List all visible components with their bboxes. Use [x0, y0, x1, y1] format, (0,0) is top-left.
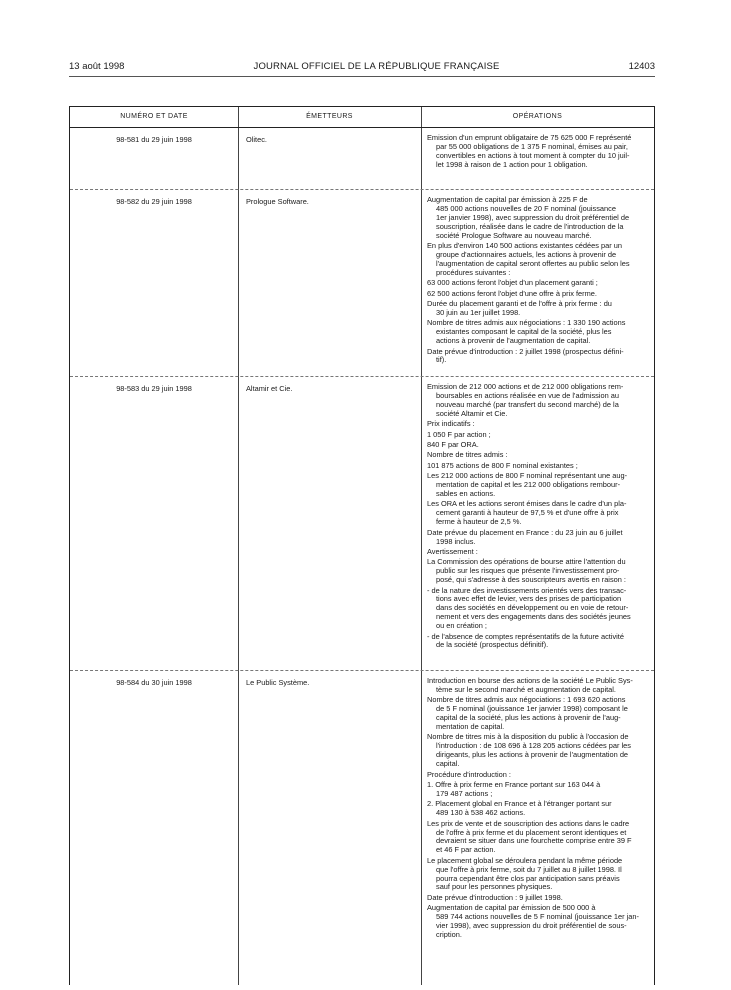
operation-paragraph: La Commission des opérations de bourse attire l'attention du public sur les risques que présente l'investissement pro- posé, qui s'adresse à des souscripteurs avertis en raison : — [427, 557, 626, 585]
column-header-issuers: ÉMETTEURS — [306, 113, 353, 120]
row-number-date: 98-584 du 30 juin 1998 — [116, 678, 192, 687]
operation-paragraph: Procédure d'introduction : — [427, 769, 511, 779]
row-operations — [427, 677, 649, 941]
operation-paragraph: Emission d'un emprunt obligataire de 75 625 000 F représenté par 55 000 obligations de 1 375 F nominal, émises au pair, convertibles en actions à tout moment à compter du 10 juil- let 1998 à raison de 1 action pour 1 obligation. — [427, 133, 632, 169]
operation-paragraph: Les 212 000 actions de 800 F nominal représentant une aug- mentation de capital et les 212 000 obligations rembour- sables en actions. — [427, 471, 628, 498]
row-number-date: 98-583 du 29 juin 1998 — [116, 384, 192, 393]
row-operations — [427, 383, 649, 652]
table-row — [70, 670, 654, 986]
operation-paragraph: Avertissement : — [427, 546, 478, 556]
operation-paragraph: 1 050 F par action ; — [427, 429, 491, 439]
row-number-date: 98-581 du 29 juin 1998 — [116, 135, 192, 144]
operation-paragraph: Nombre de titres admis aux négociations : 1 693 620 actions de 5 F nominal (jouissance 1er janvier 1998) composant le capital de la société, plus les actions à provenir de l'aug- mentation de capital. — [427, 695, 628, 732]
operation-paragraph: Prix indicatifs : — [427, 419, 475, 429]
operation-paragraph: Emission de 212 000 actions et de 212 000 obligations rem- boursables en actions réalisée en vue de l'admission au nouveau marché (par transfert du second marché) de la société Altamir et Cie. — [427, 382, 624, 418]
row-issuer: Altamir et Cie. — [246, 384, 293, 393]
table-row — [70, 376, 654, 671]
table-row — [70, 189, 654, 377]
page-header — [69, 59, 655, 73]
operation-paragraph: Date prévue d'introduction : 2 juillet 1998 (prospectus défini- tif). — [427, 346, 624, 365]
row-issuer: Le Public Système. — [246, 678, 310, 687]
operation-paragraph: Nombre de titres admis : — [427, 450, 508, 460]
operation-paragraph: Durée du placement garanti et de l'offre à prix ferme : du 30 juin au 1er juillet 1998. — [427, 298, 612, 317]
journal-title: JOURNAL OFFICIEL DE LA RÉPUBLIQUE FRANÇAISE — [253, 60, 500, 72]
operation-paragraph: Date prévue du placement en France : du 23 juin au 6 juillet 1998 inclus. — [427, 527, 623, 546]
operation-paragraph: 840 F par ORA. — [427, 439, 479, 449]
operation-paragraph: 62 500 actions feront l'objet d'une offre à prix ferme. — [427, 288, 597, 298]
operation-paragraph: Date prévue d'introduction : 9 juillet 1998. — [427, 892, 563, 902]
column-header-operations: OPÉRATIONS — [512, 113, 563, 120]
row-issuer: Prologue Software. — [246, 197, 309, 206]
operation-paragraph: - de la nature des investissements orientés vers des transac- tions avec effet de levier, vers des prises de participation dans des sociétés en développement ou en voie de retour- nement et vers des engagements dans des sociétés jeunes ou en création ; — [427, 585, 631, 631]
row-operations — [427, 134, 649, 171]
operation-paragraph: - de l'absence de comptes représentatifs de la future activité de la société (prospectus définitif). — [427, 631, 624, 650]
operation-paragraph: Augmentation de capital par émission à 225 F de 485 000 actions nouvelles de 20 F nominal (jouissance 1er janvier 1998), avec suppression du droit préférentiel de souscription, réalisée dans le cadre de l'introduction de la société Prologue Software au nouveau marché. — [427, 195, 630, 240]
operation-paragraph: 63 000 actions feront l'objet d'un placement garanti ; — [427, 278, 598, 288]
operation-paragraph: 101 875 actions de 800 F nominal existantes ; — [427, 460, 578, 470]
operation-paragraph: 1. Offre à prix ferme en France portant sur 163 044 à 179 487 actions ; — [427, 779, 601, 798]
operation-paragraph: Le placement global se déroulera pendant la même période que l'offre à prix ferme, soit du 7 juillet au 8 juillet 1998. Il pourra cependant être clos par anticipation sans préavis sauf pour les personnes physiques. — [427, 855, 623, 892]
operation-paragraph: Les ORA et les actions seront émises dans le cadre d'un pla- cement garanti à hauteur de 97,5 % et d'une offre à prix ferme à hauteur de 2,5 %. — [427, 499, 627, 527]
operation-paragraph: Nombre de titres mis à la disposition du public à l'occasion de l'introduction : de 108 696 à 128 205 actions cédées par les dirigeants, plus les actions à provenir de l'augmentation de capital. — [427, 732, 631, 769]
operation-paragraph: Augmentation de capital par émission de 500 000 à 589 744 actions nouvelles de 5 F nominal (jouissance 1er jan- vier 1998), avec suppression du droit préférentiel de sous- cription. — [427, 903, 639, 939]
row-operations — [427, 196, 649, 367]
column-header-number-date: NUMÉRO ET DATE — [120, 113, 188, 120]
operation-paragraph: En plus d'environ 140 500 actions existantes cédées par un groupe d'actionnaires actuels, les actions à provenir de l'augmentation de capital seront offertes au public selon les procédures suivantes : — [427, 241, 630, 277]
operations-table — [69, 106, 655, 985]
operation-paragraph: Introduction en bourse des actions de la société Le Public Sys- tème sur le second marché et augmentation de capital. — [427, 676, 633, 694]
operation-paragraph: Les prix de vente et de souscription des actions dans le cadre de l'offre à prix ferme et du placement seront identiques et devraient se situer dans une fourchette comprise entre 39 F et 46 F par action. — [427, 818, 632, 855]
row-number-date: 98-582 du 29 juin 1998 — [116, 197, 192, 206]
table-row — [70, 127, 654, 190]
issue-date: 13 août 1998 — [69, 60, 125, 72]
page-number: 12403 — [628, 60, 655, 72]
row-issuer: Olitec. — [246, 135, 267, 144]
table-header — [70, 107, 654, 128]
operation-paragraph: Nombre de titres admis aux négociations : 1 330 190 actions existantes composant le capital de la société, plus les actions à provenir de l'augmentation de capital. — [427, 318, 626, 346]
operation-paragraph: 2. Placement global en France et à l'étranger portant sur 489 130 à 538 462 actions. — [427, 799, 612, 818]
header-rule — [69, 76, 655, 77]
